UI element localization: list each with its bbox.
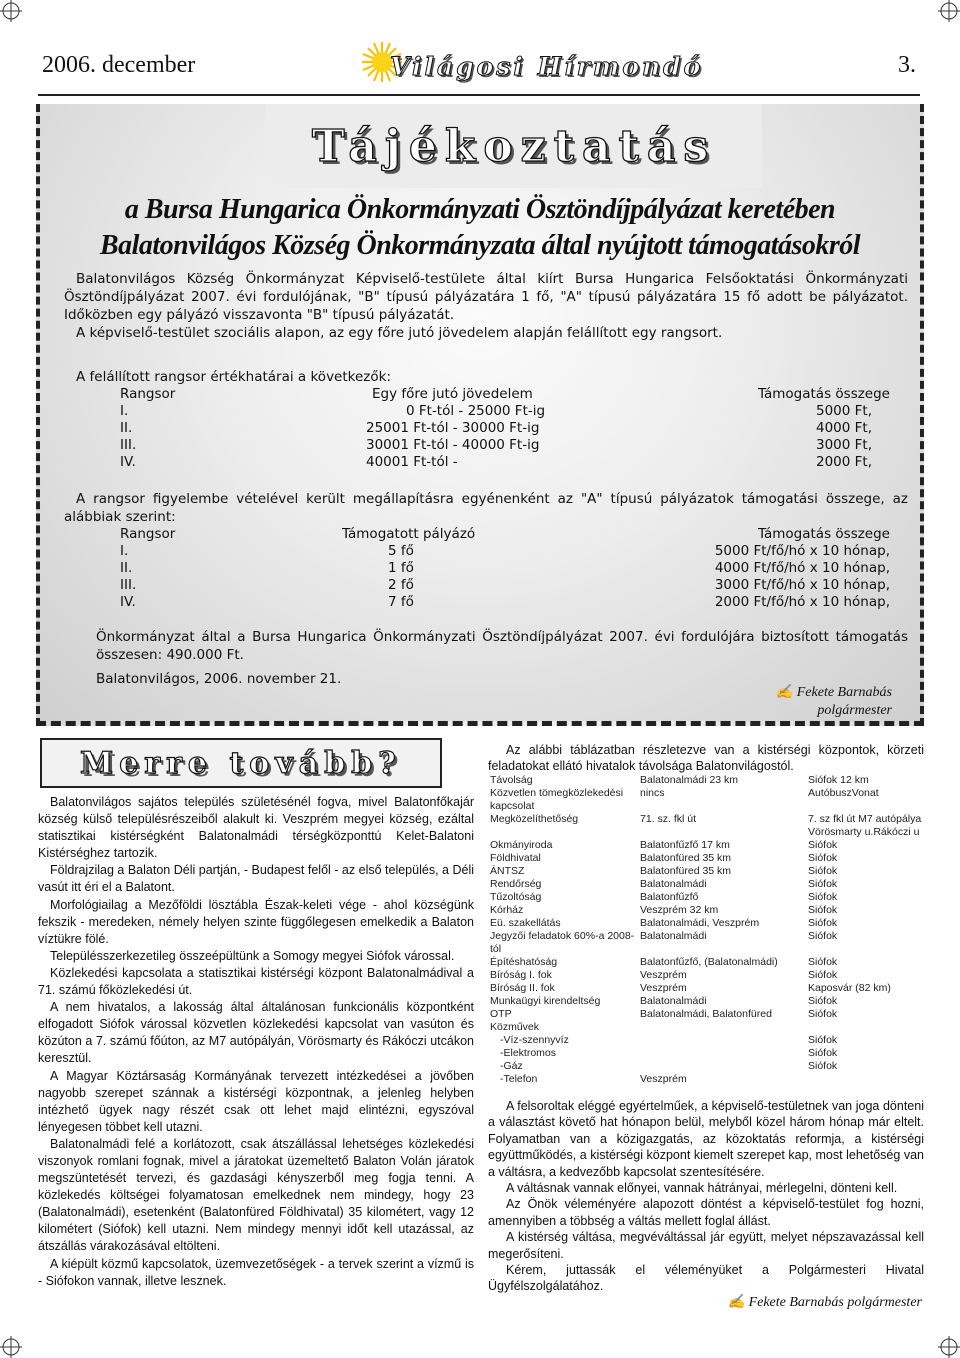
office-cell: OTP bbox=[490, 1008, 512, 1020]
signature-block bbox=[728, 1294, 922, 1311]
article-paragraph: A váltásnak vannak előnyei, vannak hátrányai, mérlegelni, dönteni kell. bbox=[506, 1181, 898, 1196]
rank-cell: I. bbox=[120, 543, 129, 559]
table-row bbox=[490, 982, 930, 995]
summary-text bbox=[96, 628, 908, 688]
almadi-cell: Veszprém bbox=[640, 1073, 687, 1085]
amount-cell: 5000 Ft/fő/hó x 10 hónap, bbox=[714, 543, 890, 559]
siofok-cell: Siófok bbox=[808, 969, 838, 981]
subtitle-line: Balatonvilágos Község Önkormányzata által nyújtott támogatásokról bbox=[99, 230, 861, 261]
article-paragraph: Településszerkezetileg összeépültünk a Somogy megyei Siófok várossal. bbox=[50, 948, 455, 963]
page-title: Tájékoztatás bbox=[311, 120, 717, 172]
amount-cell: 2000 Ft, bbox=[816, 454, 872, 470]
office-cell: Rendőrség bbox=[490, 878, 542, 890]
applicant-cell: 1 fő bbox=[388, 560, 414, 576]
column-header: Támogatás összege bbox=[757, 386, 890, 402]
siofok-cell: Siófok bbox=[808, 956, 838, 968]
table-row bbox=[490, 1034, 930, 1047]
office-cell: Megközelíthetőség bbox=[490, 813, 579, 825]
announcement-box bbox=[36, 104, 924, 726]
crop-mark-icon bbox=[938, 0, 960, 22]
amount-cell: 4000 Ft/fő/hó x 10 hónap, bbox=[714, 560, 890, 576]
article-paragraph: Földrajzilag a Balaton Déli partján, - Budapest felől - az első település, a Déli vasút itt éri el a Balatont. bbox=[38, 863, 474, 895]
siofok-cell: Siófok bbox=[808, 930, 838, 942]
siofok-cell: Siófok bbox=[808, 839, 838, 851]
applicant-cell: 2 fő bbox=[388, 577, 414, 593]
rank-cell: III. bbox=[120, 577, 137, 593]
right-intro-paragraph: Az alábbi táblázatban részletezve van a kistérségi központok, körzeti feladatokat ellátó hivatalok távolsága Balatonvilágostól. bbox=[488, 743, 924, 774]
siofok-cell: Kaposvár (82 km) bbox=[808, 982, 891, 994]
table-row bbox=[490, 956, 930, 969]
article-paragraph: Balatonalmádi felé a korlátozott, csak átszállással lehetséges közlekedési viszonyok romlani fognak, mivel a járatokat üzemeltető Balaton Volán járatok megszüntetését tervezi, és gazdasági kényszerből meg fogja tenni. A közlekedés költségei folyamatosan emelkednek nem mindegy, hogy 23 (Balatonalmádi), esetenként (Balatonfüred Földhivatal) 35 kilométert, vagy 12 kilométert (Siófok) kell utazni. Nem mindegy mennyi időt kell utazással, az átszállás várakozásával eltölteni. bbox=[38, 1136, 474, 1254]
table-row bbox=[120, 560, 890, 577]
amount-cell: 3000 Ft/fő/hó x 10 hónap, bbox=[714, 577, 890, 593]
almadi-cell: 71. sz. fkl út bbox=[640, 813, 697, 825]
office-cell: Építéshatóság bbox=[490, 956, 558, 968]
office-cell: Kórház bbox=[490, 904, 524, 916]
table-row bbox=[490, 774, 930, 787]
siofok-cell: Siófok bbox=[808, 1008, 838, 1020]
siofok-cell: Siófok bbox=[808, 904, 838, 916]
almadi-cell: Balatonfüred 35 km bbox=[640, 852, 732, 864]
article-paragraph: Az Önök véleményére alapozott döntést a képviselő-testület fog hozni, amennyiben a többség a váltás mellett foglal állást. bbox=[488, 1197, 924, 1228]
table-row bbox=[120, 454, 890, 471]
section-banner bbox=[40, 738, 442, 788]
place-date: Balatonvilágos, 2006. november 21. bbox=[96, 671, 342, 687]
income-cell: 25001 Ft-tól - 30000 Ft-ig bbox=[366, 420, 540, 436]
article-paragraph: Morfológiailag a Mezőföldi lösztábla Észak-keleti vége - ahol községünk fekszik - meredeken, némely helyen szinte függőlegesen emelkedik a Balaton víztükre fölé. bbox=[38, 897, 474, 946]
table-row bbox=[490, 813, 930, 839]
siofok-cell: Siófok bbox=[808, 865, 838, 877]
office-cell: ÁNTSZ bbox=[490, 865, 525, 877]
table-row bbox=[490, 930, 930, 956]
support-table bbox=[120, 526, 890, 611]
almadi-cell: Balatonfűzfő bbox=[640, 891, 699, 903]
table-row bbox=[120, 420, 890, 437]
office-cell: Eü. szakellátás bbox=[490, 917, 561, 929]
article-paragraph: A Magyar Köztársaság Kormányának tervezett intézkedései a jövőben nagyobb szerepet szánnak a kistérségi központnak, a jelenleg helyben intézhető ügyek nagy részét csak ott lehet majd elintézni, egyszóval lényegesen többet kell utazni. bbox=[38, 1068, 474, 1134]
almadi-cell: Balatonalmádi 23 km bbox=[640, 774, 739, 786]
article-paragraph: Kérem, juttassák el véleményüket a Polgármesteri Hivatal Ügyfélszolgálatához. bbox=[488, 1263, 924, 1294]
office-cell: Közművek bbox=[490, 1021, 540, 1033]
column-header: Támogatott pályázó bbox=[342, 526, 476, 542]
almadi-cell: Balatonfüred 35 km bbox=[640, 865, 732, 877]
office-cell: -Víz-szennyvíz bbox=[500, 1034, 569, 1046]
office-cell: Jegyzői feladatok 60%-a 2008-tól bbox=[490, 930, 635, 955]
crop-mark-icon bbox=[0, 0, 22, 22]
almadi-cell: Balatonfűzfő 17 km bbox=[640, 839, 730, 851]
signer-name: Fekete Barnabás polgármester bbox=[748, 1295, 922, 1310]
column-header: Támogatás összege bbox=[757, 526, 890, 542]
table-row bbox=[490, 1021, 930, 1034]
signature-block bbox=[776, 684, 892, 720]
applicant-cell: 7 fő bbox=[388, 594, 414, 610]
table-row bbox=[120, 594, 890, 611]
almadi-cell: Balatonfűzfő, (Balatonalmádi) bbox=[640, 956, 778, 968]
table-header-row bbox=[120, 526, 890, 543]
table-row bbox=[490, 1047, 930, 1060]
siofok-cell: Siófok bbox=[808, 852, 838, 864]
office-cell: -Gáz bbox=[500, 1060, 523, 1072]
almadi-cell: nincs bbox=[640, 787, 665, 799]
table-row bbox=[490, 852, 930, 865]
table-row bbox=[490, 1060, 930, 1073]
crop-mark-icon bbox=[938, 1336, 960, 1358]
intro-paragraph: A képviselő-testület szociális alapon, az egy főre jutó jövedelem alapján felállított egy rangsort. bbox=[76, 325, 723, 341]
table-row bbox=[490, 865, 930, 878]
table-row bbox=[490, 904, 930, 917]
rank-cell: I. bbox=[120, 403, 129, 419]
article-paragraph: Balatonvilágos sajátos település születésénél fogva, mivel Balatonfőkajár község külső településrészeiből alakult ki. Veszprém megyei község, ezáltal statisztikai kistérségként Balatonalmádi térségközponttú Kelet-Balatoni Kistérséghez tartozik. bbox=[38, 795, 474, 861]
page-number: 3. bbox=[898, 52, 916, 78]
rank-cell: II. bbox=[120, 560, 133, 576]
almadi-cell: Balatonalmádi bbox=[640, 878, 707, 890]
almadi-cell: Balatonalmádi, Balatonfüred bbox=[640, 1008, 772, 1020]
table-row bbox=[490, 1008, 930, 1021]
office-cell: Távolság bbox=[490, 774, 533, 786]
rank-cell: IV. bbox=[120, 454, 136, 470]
table-row bbox=[490, 969, 930, 982]
siofok-cell: Siófok bbox=[808, 1060, 838, 1072]
office-cell: Közvetlen tömegközlekedési kapcsolat bbox=[490, 787, 624, 812]
issue-date: 2006. december bbox=[42, 52, 196, 78]
intro-text bbox=[64, 270, 908, 342]
table-row bbox=[490, 1073, 930, 1086]
column-header: Egy főre jutó jövedelem bbox=[372, 386, 533, 402]
column-header: Rangsor bbox=[120, 526, 176, 542]
table-row bbox=[490, 995, 930, 1008]
pen-icon: ✍ bbox=[775, 685, 797, 700]
table-row bbox=[490, 917, 930, 930]
almadi-cell: Veszprém bbox=[640, 969, 687, 981]
article-paragraph: Közlekedési kapcsolata a statisztikai kistérségi központ Balatonalmádival a 71. számú főközlekedési út. bbox=[38, 965, 474, 998]
almadi-cell: Veszprém 32 km bbox=[640, 904, 719, 916]
amount-cell: 3000 Ft, bbox=[816, 437, 872, 453]
signer-name: Fekete Barnabás bbox=[796, 685, 892, 700]
title-banner bbox=[266, 104, 762, 188]
office-cell: Bíróság II. fok bbox=[490, 982, 555, 994]
rank-cell: II. bbox=[120, 420, 133, 436]
office-cell: Bíróság I. fok bbox=[490, 969, 552, 981]
header-rule bbox=[38, 94, 920, 96]
right-column-intro bbox=[488, 742, 924, 775]
siofok-cell: Siófok bbox=[808, 917, 838, 929]
almadi-cell: Balatonalmádi bbox=[640, 995, 707, 1007]
income-cell: 30001 Ft-tól - 40000 Ft-ig bbox=[366, 437, 540, 453]
intro-paragraph: Balatonvilágos Község Önkormányzat Képviselő-testülete által kiírt Bursa Hungarica Felsőoktatási Önkormányzati Ösztöndíjpályázat 2007. évi fordulójának, "B" típusú pályázatára 1 fő, "A" típusú pályázatára 15 fő adott be pályázatot. Időközben egy pályázó visszavonta "B" típusú pályázatát. bbox=[64, 271, 908, 323]
amount-cell: 4000 Ft, bbox=[816, 420, 872, 436]
table-row bbox=[490, 891, 930, 904]
page-header bbox=[38, 40, 920, 92]
almadi-cell: Veszprém bbox=[640, 982, 687, 994]
table-row bbox=[490, 839, 930, 852]
table1-intro-text: A felállított rangsor értékhatárai a következők: bbox=[76, 369, 392, 385]
article-paragraph: A felsoroltak eléggé egyértelműek, a képviselő-testületnek van joga dönteni a választást követő hat hónapon belül, melyből közel három hónap már eltelt. Folyamatban van a közigazgatás, az közoktatás reformja, a kistérségi együttműködés, a kistérségi központ kiemelt szerepet kap, most lehetőség van a váltásra, a kedvezőbb kapcsolat szentesítésére. bbox=[488, 1099, 924, 1179]
article-paragraph: A nem hivatalos, a lakosság által általánosan funkcionális központként elfogadott Siófok várossal közvetlen közlekedési kapcsolat van vasúton és közúton a 7. számú főúton, az M7 autópályán, Vörösmarty és Rákóczi utcákon keresztül. bbox=[38, 1000, 474, 1066]
amount-cell: 2000 Ft/fő/hó x 10 hónap, bbox=[714, 594, 890, 610]
office-cell: -Elektromos bbox=[500, 1047, 557, 1059]
applicant-cell: 5 fő bbox=[388, 543, 414, 559]
table-row bbox=[120, 437, 890, 454]
pen-icon: ✍ bbox=[727, 1295, 749, 1310]
column-header: Rangsor bbox=[120, 386, 176, 402]
office-cell: -Telefon bbox=[500, 1073, 538, 1085]
masthead: Világosi Hírmondó bbox=[390, 52, 704, 81]
amount-cell: 5000 Ft, bbox=[816, 403, 872, 419]
right-column-text bbox=[488, 1098, 924, 1295]
table-row bbox=[490, 878, 930, 891]
siofok-cell: Siófok bbox=[808, 995, 838, 1007]
siofok-cell: Siófok 12 km bbox=[808, 774, 869, 786]
table-row bbox=[120, 543, 890, 560]
table2-intro-text: A rangsor figyelembe vételével került megállapításra egyénenként az "A" típusú pályázatok támogatási összege, az alábbiak szerint: bbox=[64, 491, 908, 525]
siofok-cell: Siófok bbox=[808, 891, 838, 903]
siofok-cell: Siófok bbox=[808, 1047, 838, 1059]
distance-table bbox=[490, 774, 930, 1086]
crop-mark-icon bbox=[0, 1336, 22, 1358]
left-column bbox=[38, 794, 474, 1290]
article-paragraph: A kiépült közmű kapcsolatok, üzemvezetőségek - a tervek szerint a vízmű is - Siófokon vannak, illetve lesznek. bbox=[38, 1256, 474, 1288]
income-cell: 40001 Ft-tól - bbox=[366, 454, 458, 470]
siofok-cell: AutóbuszVonat bbox=[808, 787, 879, 799]
section-title: Merre tovább? bbox=[80, 745, 402, 781]
table2-intro bbox=[64, 490, 908, 526]
signer-role: polgármester bbox=[817, 703, 892, 718]
siofok-cell: Siófok bbox=[808, 878, 838, 890]
office-cell: Tűzoltóság bbox=[490, 891, 542, 903]
office-cell: Okmányiroda bbox=[490, 839, 553, 851]
summary-paragraph: Önkormányzat által a Bursa Hungarica Önkormányzati Ösztöndíjpályázat 2007. évi fordulójára biztosított támogatás összesen: 490.000 Ft. bbox=[96, 629, 908, 663]
almadi-cell: Balatonalmádi bbox=[640, 930, 707, 942]
article-paragraph: A kistérség váltása, megvéváltással jár együtt, melyet népszavazással kell megerősíteni. bbox=[488, 1230, 924, 1261]
subtitle-line: a Bursa Hungarica Önkormányzati Ösztöndíjpályázat keretében bbox=[124, 194, 836, 225]
table-row bbox=[490, 787, 930, 813]
siofok-cell: Siófok bbox=[808, 1034, 838, 1046]
table-row bbox=[120, 577, 890, 594]
table-row bbox=[120, 403, 890, 420]
office-cell: Munkaügyi kirendeltség bbox=[490, 995, 601, 1007]
siofok-cell: 7. sz fkl út M7 autópálya Vörösmarty u.Rákóczi u bbox=[808, 813, 922, 838]
table1-intro bbox=[64, 368, 908, 386]
income-table bbox=[120, 386, 890, 471]
rank-cell: III. bbox=[120, 437, 137, 453]
table-header-row bbox=[120, 386, 890, 403]
income-cell: 0 Ft-tól - 25000 Ft-ig bbox=[406, 403, 546, 419]
almadi-cell: Balatonalmádi, Veszprém bbox=[640, 917, 760, 929]
rank-cell: IV. bbox=[120, 594, 136, 610]
office-cell: Földhivatal bbox=[490, 852, 541, 864]
